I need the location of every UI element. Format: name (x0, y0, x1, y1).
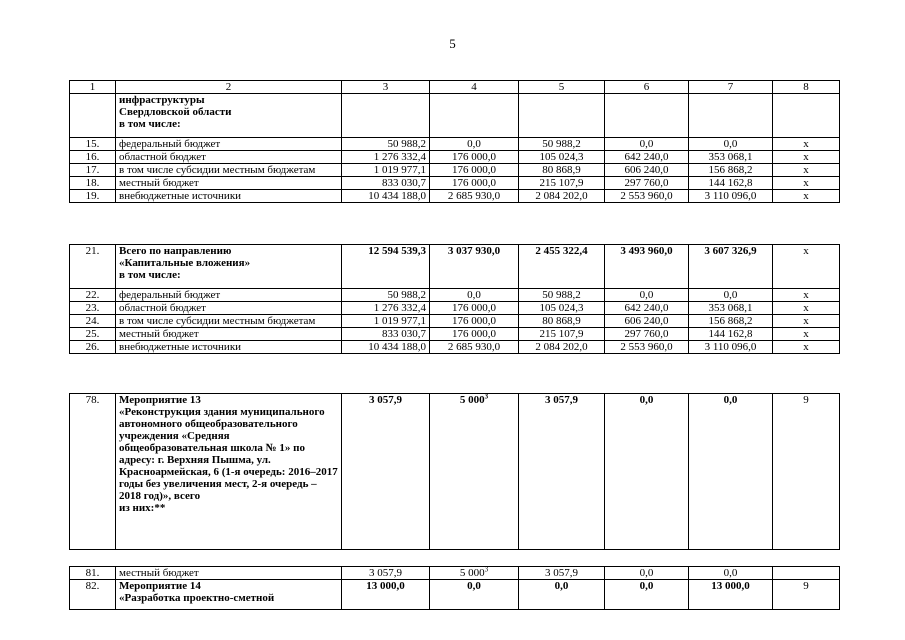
cell-value: 297 760,0 (605, 177, 689, 190)
row-number: 78. (70, 394, 116, 550)
cell-value: 3 057,9 (519, 567, 605, 580)
cell-value: 1 019 977,1 (342, 164, 430, 177)
cell-value: 0,0 (689, 394, 773, 550)
cell-value: 144 162,8 (689, 328, 773, 341)
cell-value: 833 030,7 (342, 328, 430, 341)
cell-value (430, 567, 519, 580)
cell-value: 833 030,7 (342, 177, 430, 190)
row-label: в том числе субсидии местным бюджетам (116, 315, 342, 328)
cell-value: 3 057,9 (342, 394, 430, 550)
cell-value: 0,0 (519, 580, 605, 610)
row-label: областной бюджет (116, 302, 342, 315)
cell-value: 10 434 188,0 (342, 190, 430, 203)
row-label: местный бюджет (116, 177, 342, 190)
cell-value-text: 5 000 (459, 567, 485, 579)
cell-value: х (773, 138, 840, 151)
cell-value: 50 988,2 (342, 289, 430, 302)
cell-value: 1 019 977,1 (342, 315, 430, 328)
table-row (70, 138, 840, 151)
header-col-5: 5 (519, 81, 605, 94)
header-col-3: 3 (342, 81, 430, 94)
cell-value: 176 000,0 (430, 177, 519, 190)
cell-value: 642 240,0 (605, 151, 689, 164)
row-number: 25. (70, 328, 116, 341)
cell-value: 0,0 (605, 567, 689, 580)
cell-value: 606 240,0 (605, 315, 689, 328)
page-number: 5 (449, 36, 456, 51)
cell-value: х (773, 164, 840, 177)
cell-value: 2 553 960,0 (605, 190, 689, 203)
cell-value: х (773, 245, 840, 289)
cell-value: 0,0 (689, 567, 773, 580)
cell-value: 215 107,9 (519, 328, 605, 341)
cell-value: 13 000,0 (342, 580, 430, 610)
header-col-2: 2 (116, 81, 342, 94)
cell-value: х (773, 151, 840, 164)
header-col-1: 1 (70, 81, 116, 94)
cell-value: 0,0 (605, 580, 689, 610)
cell-value: 156 868,2 (689, 315, 773, 328)
cell-value: 9 (773, 580, 840, 610)
cell-value: 80 868,9 (519, 315, 605, 328)
budget-table-block-4 (69, 566, 840, 610)
cell-value: 2 685 930,0 (430, 190, 519, 203)
budget-table-block-2 (69, 244, 840, 354)
table-row (70, 302, 840, 315)
column-number-header (70, 81, 840, 94)
header-col-4: 4 (430, 81, 519, 94)
cell-value: 3 493 960,0 (605, 245, 689, 289)
cell-value: х (773, 328, 840, 341)
footnote-mark: 3 (484, 392, 489, 401)
header-col-6: 6 (605, 81, 689, 94)
row-number: 16. (70, 151, 116, 164)
table-row (70, 245, 840, 289)
row-number: 26. (70, 341, 116, 354)
table-row (70, 151, 840, 164)
row-number: 17. (70, 164, 116, 177)
table-row (70, 394, 840, 550)
cell-value: 642 240,0 (605, 302, 689, 315)
table-row (70, 580, 840, 610)
cell-value: 3 057,9 (342, 567, 430, 580)
cell-value: 9 (773, 394, 840, 550)
row-label: Всего по направлению «Капитальные вложения» в том числе: (116, 245, 342, 289)
cell-value: 176 000,0 (430, 164, 519, 177)
cell-value: 176 000,0 (430, 315, 519, 328)
row-label: в том числе субсидии местным бюджетам (116, 164, 342, 177)
cell-value: 3 110 096,0 (689, 341, 773, 354)
row-number: 21. (70, 245, 116, 289)
row-label: внебюджетные источники (116, 341, 342, 354)
row-number: 82. (70, 580, 116, 610)
cell-value: 297 760,0 (605, 328, 689, 341)
table-row (70, 315, 840, 328)
cell-value: 3 607 326,9 (689, 245, 773, 289)
cell-value: х (773, 315, 840, 328)
budget-table-block-1 (69, 80, 840, 203)
cell-value: х (773, 302, 840, 315)
cell-value: 176 000,0 (430, 302, 519, 315)
row-number: 23. (70, 302, 116, 315)
cell-value: 10 434 188,0 (342, 341, 430, 354)
table-row (70, 164, 840, 177)
cell-value: 353 068,1 (689, 302, 773, 315)
cell-value: 2 084 202,0 (519, 190, 605, 203)
cell-value: 353 068,1 (689, 151, 773, 164)
cell-value (773, 567, 840, 580)
cell-value: 105 024,3 (519, 302, 605, 315)
row-number: 81. (70, 567, 116, 580)
cell-value: 2 553 960,0 (605, 341, 689, 354)
header-col-7: 7 (689, 81, 773, 94)
row-label: федеральный бюджет (116, 289, 342, 302)
cell-value: х (773, 341, 840, 354)
cell-value: 50 988,2 (519, 289, 605, 302)
cell-value: 176 000,0 (430, 328, 519, 341)
cell-value: 50 988,2 (342, 138, 430, 151)
row-number: 15. (70, 138, 116, 151)
row-label: Мероприятие 14 «Разработка проектно-сметной (116, 580, 342, 610)
row-label: Мероприятие 13 «Реконструкция здания муниципального автономного общеобразовательного учреждения «Средняя общеобразовательная школа № 1» по адресу: г. Верхняя Пышма, ул. Красноармейская, 6 (1-я очередь: 2016–2017 годы без увеличения мест, 2-я очередь – 2018 год)», всего из них:** (116, 394, 342, 550)
cell-value: 176 000,0 (430, 151, 519, 164)
cell-value: 2 455 322,4 (519, 245, 605, 289)
cell-value: 0,0 (605, 138, 689, 151)
cell-value: 0,0 (605, 289, 689, 302)
cell-value: 13 000,0 (689, 580, 773, 610)
table-row (70, 190, 840, 203)
cell-value: 1 276 332,4 (342, 151, 430, 164)
cell-value (430, 394, 519, 550)
cell-value: 2 084 202,0 (519, 341, 605, 354)
row-label: федеральный бюджет (116, 138, 342, 151)
cell-value: 0,0 (430, 580, 519, 610)
row-label: местный бюджет (116, 328, 342, 341)
table-row (70, 567, 840, 580)
cell-value: 0,0 (689, 138, 773, 151)
cell-value: х (773, 190, 840, 203)
cell-value: 3 037 930,0 (430, 245, 519, 289)
table-row (70, 341, 840, 354)
row-number: 22. (70, 289, 116, 302)
row-number: 19. (70, 190, 116, 203)
cell-value: 0,0 (430, 289, 519, 302)
cell-value: 80 868,9 (519, 164, 605, 177)
row-label: инфраструктуры Свердловской области в том числе: (116, 94, 342, 138)
budget-table-block-3 (69, 393, 840, 550)
row-label: местный бюджет (116, 567, 342, 580)
cell-value: 0,0 (689, 289, 773, 302)
header-col-8: 8 (773, 81, 840, 94)
cell-value: х (773, 289, 840, 302)
cell-value: 215 107,9 (519, 177, 605, 190)
footnote-mark: 3 (484, 565, 489, 574)
cell-value: 2 685 930,0 (430, 341, 519, 354)
cell-value: 12 594 539,3 (342, 245, 430, 289)
row-label: областной бюджет (116, 151, 342, 164)
cell-value: 50 988,2 (519, 138, 605, 151)
table-row (70, 94, 840, 138)
cell-value: 1 276 332,4 (342, 302, 430, 315)
cell-value: 606 240,0 (605, 164, 689, 177)
table-row (70, 177, 840, 190)
cell-value: 0,0 (605, 394, 689, 550)
table-row (70, 289, 840, 302)
cell-value: 3 057,9 (519, 394, 605, 550)
cell-value: 156 868,2 (689, 164, 773, 177)
row-label: внебюджетные источники (116, 190, 342, 203)
table-row (70, 328, 840, 341)
cell-value: 0,0 (430, 138, 519, 151)
cell-value: 144 162,8 (689, 177, 773, 190)
cell-value: 105 024,3 (519, 151, 605, 164)
row-number: 18. (70, 177, 116, 190)
cell-value-text: 5 000 (459, 394, 485, 406)
row-number: 24. (70, 315, 116, 328)
cell-value: 3 110 096,0 (689, 190, 773, 203)
cell-value: х (773, 177, 840, 190)
